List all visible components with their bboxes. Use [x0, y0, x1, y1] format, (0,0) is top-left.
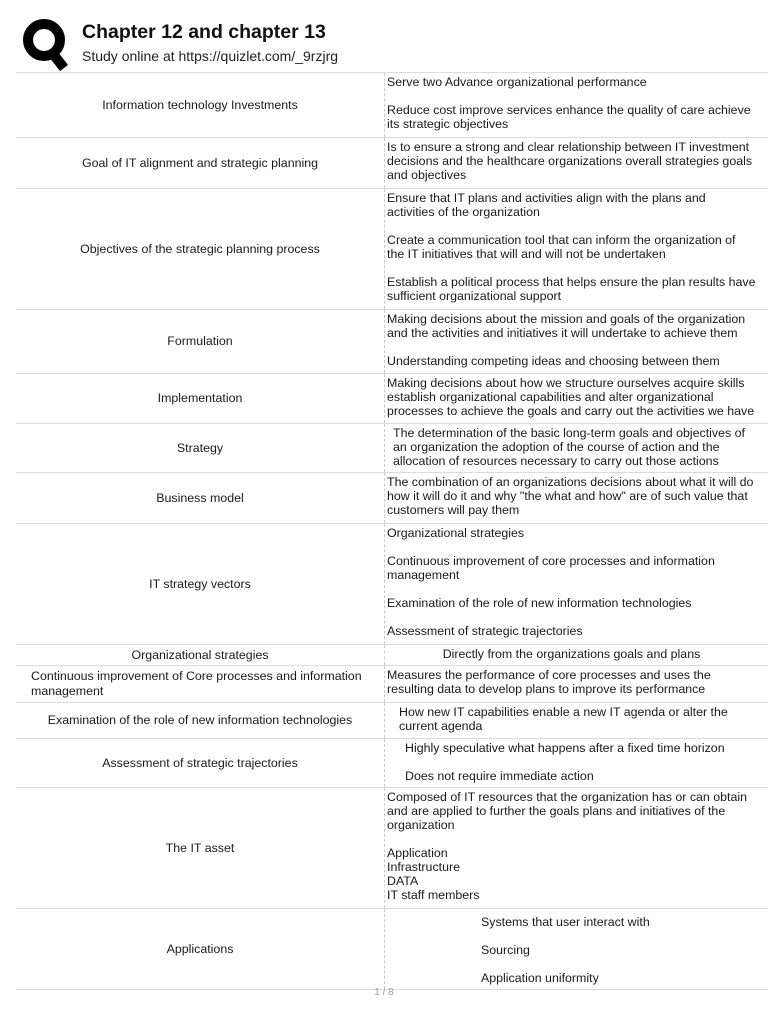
term: Strategy — [176, 440, 224, 455]
table-row — [16, 188, 768, 309]
term: Applications — [166, 941, 234, 956]
definition: Systems that user interact with Sourcing Application uniformity — [481, 915, 650, 985]
definition: Making decisions about how we structure ourselves acquire skills establish organizational capabilities and alter organizational processes to achieve the goals and carry out the activities we have — [387, 376, 755, 418]
table-row — [16, 137, 768, 188]
definition: Making decisions about the mission and goals of the organization and the activities and initiatives it will undertake to achieve them Understanding competing ideas and choosing between them — [387, 312, 746, 368]
definition: The combination of an organizations decisions about what it will do how it will do it and why "the what and how" are of such value that customers will pay them — [387, 475, 754, 517]
term: Assessment of strategic trajectories — [102, 755, 298, 770]
table-row — [16, 738, 768, 787]
page-header — [22, 16, 338, 74]
table-row — [16, 702, 768, 738]
quizlet-logo-icon — [22, 16, 68, 72]
table-row — [16, 665, 768, 702]
definition: Measures the performance of core processes and uses the resulting data to develop plans to improve its performance — [387, 668, 711, 696]
definition: Directly from the organizations goals and plans — [442, 647, 701, 661]
definition: The determination of the basic long-term goals and objectives of an organization the adoption of the course of action and the allocation of resources necessary to carry out those actions — [393, 426, 745, 468]
term: Continuous improvement of Core processes and information management — [31, 669, 362, 698]
table-row — [16, 72, 768, 137]
flashcard-table — [16, 72, 768, 990]
page-title: Chapter 12 and chapter 13 — [82, 21, 326, 43]
term: IT strategy vectors — [149, 576, 251, 591]
table-row — [16, 644, 768, 665]
table-row — [16, 309, 768, 373]
page-number: 1 / 8 — [374, 987, 394, 998]
term: The IT asset — [165, 840, 235, 855]
definition: Is to ensure a strong and clear relationship between IT investment decisions and the healthcare organizations overall strategies goals and objectives — [387, 140, 753, 182]
table-row — [16, 908, 768, 990]
term: Examination of the role of new information technologies — [47, 713, 353, 728]
definition: Ensure that IT plans and activities align with the plans and activities of the organization Create a communication tool that can inform the organization of the IT initiatives that will and will not be undertaken Establish a political process that helps ensure the plan results have sufficient organizational support — [387, 191, 756, 303]
table-row — [16, 423, 768, 472]
term: Organizational strategies — [131, 647, 269, 662]
table-row — [16, 373, 768, 423]
term: Objectives of the strategic planning process — [80, 241, 320, 256]
term: Business model — [156, 490, 244, 505]
term: Goal of IT alignment and strategic planning — [81, 155, 319, 170]
definition: Serve two Advance organizational performance Reduce cost improve services enhance the quality of care achieve its strategic objectives — [387, 75, 751, 131]
table-row — [16, 523, 768, 644]
term: Formulation — [167, 334, 233, 349]
definition: Highly speculative what happens after a fixed time horizon Does not require immediate action — [405, 741, 725, 783]
definition: How new IT capabilities enable a new IT agenda or alter the current agenda — [399, 705, 728, 733]
table-row — [16, 787, 768, 908]
term: Information technology Investments — [102, 97, 298, 112]
term: Implementation — [157, 391, 243, 406]
study-link[interactable]: Study online at https://quizlet.com/_9rzjrg — [82, 48, 339, 64]
table-row — [16, 472, 768, 523]
definition: Composed of IT resources that the organization has or can obtain and are applied to further the goals plans and initiatives of the organization Application Infrastructure DATA IT staff members — [387, 790, 747, 902]
definition: Organizational strategies Continuous improvement of core processes and information management Examination of the role of new information technologies Assessment of strategic trajectories — [387, 526, 715, 638]
